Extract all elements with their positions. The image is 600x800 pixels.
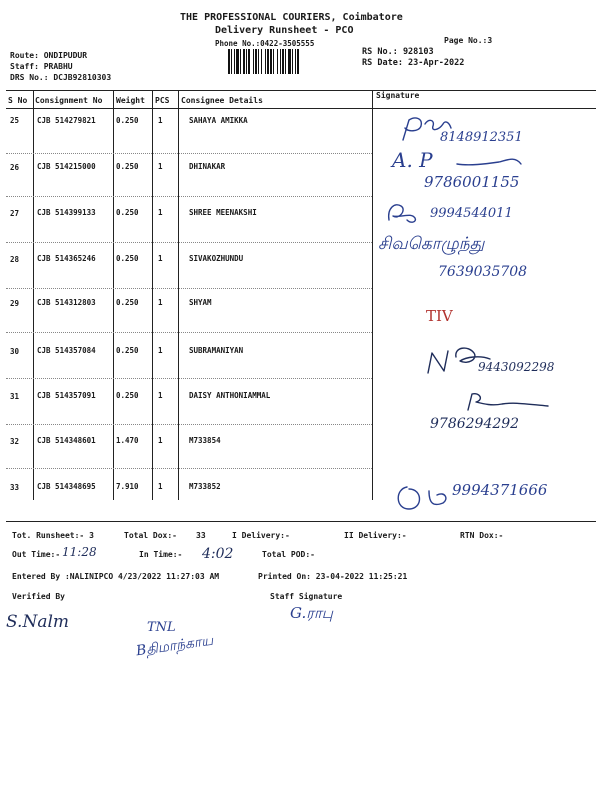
phone-number: Phone No.:0422-3505555 [215, 39, 315, 48]
staff-signature-label: Staff Signature [270, 592, 343, 601]
row-pcs: 1 [158, 346, 163, 355]
row-weight: 7.910 [116, 482, 139, 491]
row-sno: 26 [10, 163, 20, 172]
row-divider [6, 424, 372, 425]
row-consignee: DHINAKAR [189, 162, 226, 171]
handwritten-name: சிவகொழுந்து [378, 234, 485, 254]
signature-scribble [393, 483, 453, 515]
row-consignee: M733852 [189, 482, 221, 491]
row-divider [6, 468, 372, 469]
row-weight: 0.250 [116, 254, 139, 263]
row-pcs: 1 [158, 391, 163, 400]
signature-scribble [462, 390, 552, 414]
row-pcs: 1 [158, 298, 163, 307]
ii-delivery: II Delivery:- [344, 531, 407, 540]
handwritten-signature-line: Bதிமாந்காய [135, 632, 215, 660]
handwritten-phone: 9443092298 [478, 360, 555, 374]
row-consignee: SIVAKOZHUNDU [189, 254, 244, 263]
row-consignment: CJB 514357091 [37, 391, 96, 400]
row-sno: 27 [10, 209, 20, 218]
verified-by-label: Verified By [12, 592, 65, 601]
row-sno: 32 [10, 437, 20, 446]
row-pcs: 1 [158, 116, 163, 125]
row-pcs: 1 [158, 436, 163, 445]
row-weight: 0.250 [116, 346, 139, 355]
row-consignment: CJB 514348695 [37, 482, 96, 491]
total-dox-label: Total Dox:- [124, 531, 177, 540]
row-consignee: M733854 [189, 436, 221, 445]
row-divider [6, 153, 372, 154]
row-pcs: 1 [158, 208, 163, 217]
col-header-consignee: Consignee Details [181, 96, 263, 105]
entered-by: Entered By :NALINIPCO 4/23/2022 11:27:03 AM [12, 572, 220, 581]
col-header-pcs: PCS [155, 96, 170, 105]
in-time-handwritten: 4:02 [202, 546, 234, 562]
row-consignee: DAISY ANTHONIAMMAL [189, 391, 271, 400]
row-weight: 0.250 [116, 208, 139, 217]
col-divider [113, 90, 114, 500]
row-sno: 31 [10, 392, 20, 401]
row-weight: 0.250 [116, 391, 139, 400]
row-consignment: CJB 514357084 [37, 346, 96, 355]
row-sno: 33 [10, 483, 20, 492]
row-sno: 25 [10, 116, 20, 125]
row-sno: 29 [10, 299, 20, 308]
rs-date: RS Date: 23-Apr-2022 [362, 58, 465, 68]
row-weight: 0.250 [116, 298, 139, 307]
out-time-handwritten: 11:28 [62, 545, 97, 559]
staff-label: Staff: PRABHU [10, 62, 73, 71]
row-divider [6, 242, 372, 243]
handwritten-phone: 7639035708 [438, 264, 528, 280]
col-header-sno: S No [8, 96, 28, 105]
handwritten-initials: TNL [147, 620, 176, 635]
col-divider [372, 90, 373, 500]
row-consignee: SAHAYA AMIKKA [189, 116, 248, 125]
rtn-dox: RTN Dox:- [460, 531, 504, 540]
handwritten-phone: 9786001155 [424, 173, 520, 191]
document-title: Delivery Runsheet - PCO [215, 25, 354, 36]
row-sno: 28 [10, 255, 20, 264]
row-consignee: SHREE MEENAKSHI [189, 208, 257, 217]
staff-signature: G.ராபு [290, 604, 333, 622]
row-divider [6, 196, 372, 197]
total-dox-value: 33 [196, 531, 206, 540]
verified-signature: S.Nalm [6, 612, 70, 632]
handwritten-mark: TIV [426, 307, 453, 325]
col-divider [178, 90, 179, 500]
table-top-rule [6, 90, 596, 91]
row-pcs: 1 [158, 254, 163, 263]
barcode [228, 49, 354, 74]
handwritten-phone: 9786294292 [430, 416, 520, 432]
route-label: Route: ONDIPUDUR [10, 51, 88, 60]
signature-scribble [455, 152, 525, 172]
row-divider [6, 332, 372, 333]
i-delivery: I Delivery:- [232, 531, 290, 540]
row-consignment: CJB 514215000 [37, 162, 96, 171]
handwritten-phone: 9994544011 [430, 206, 513, 221]
col-header-signature: Signature [376, 91, 420, 100]
col-divider [33, 90, 34, 500]
rs-number: RS No.: 928103 [362, 47, 434, 57]
row-consignment: CJB 514365246 [37, 254, 96, 263]
company-name: THE PROFESSIONAL COURIERS, Coimbatore [180, 12, 403, 23]
row-consignment: CJB 514312803 [37, 298, 96, 307]
row-consignee: SHYAM [189, 298, 212, 307]
handwritten-phone: 8148912351 [440, 130, 523, 145]
row-weight: 1.470 [116, 436, 139, 445]
row-sno: 30 [10, 347, 20, 356]
row-divider [6, 378, 372, 379]
drs-number: DRS No.: DCJB92810303 [10, 73, 112, 82]
out-time-label: Out Time:- [12, 550, 61, 559]
row-pcs: 1 [158, 162, 163, 171]
handwritten-phone: 9994371666 [452, 481, 548, 499]
total-pod-label: Total POD:- [262, 550, 315, 559]
col-divider [152, 90, 153, 500]
row-consignment: CJB 514399133 [37, 208, 96, 217]
page-number: Page No.:3 [444, 36, 493, 45]
row-weight: 0.250 [116, 116, 139, 125]
row-divider [6, 288, 372, 289]
row-consignment: CJB 514348601 [37, 436, 96, 445]
printed-on: Printed On: 23-04-2022 11:25:21 [258, 572, 408, 581]
barcode-bar [299, 49, 301, 74]
table-bottom-rule [6, 521, 596, 522]
row-consignment: CJB 514279821 [37, 116, 96, 125]
in-time-label: In Time:- [139, 550, 183, 559]
row-consignee: SUBRAMANIYAN [189, 346, 244, 355]
signature-scribble [385, 198, 421, 226]
col-header-weight: Weight [116, 96, 145, 105]
row-pcs: 1 [158, 482, 163, 491]
table-header-rule [6, 108, 596, 109]
tot-runsheet: Tot. Runsheet:- 3 [12, 531, 94, 540]
col-header-consignment: Consignment No [35, 96, 103, 105]
handwritten-signature: A. P [392, 148, 433, 172]
row-weight: 0.250 [116, 162, 139, 171]
